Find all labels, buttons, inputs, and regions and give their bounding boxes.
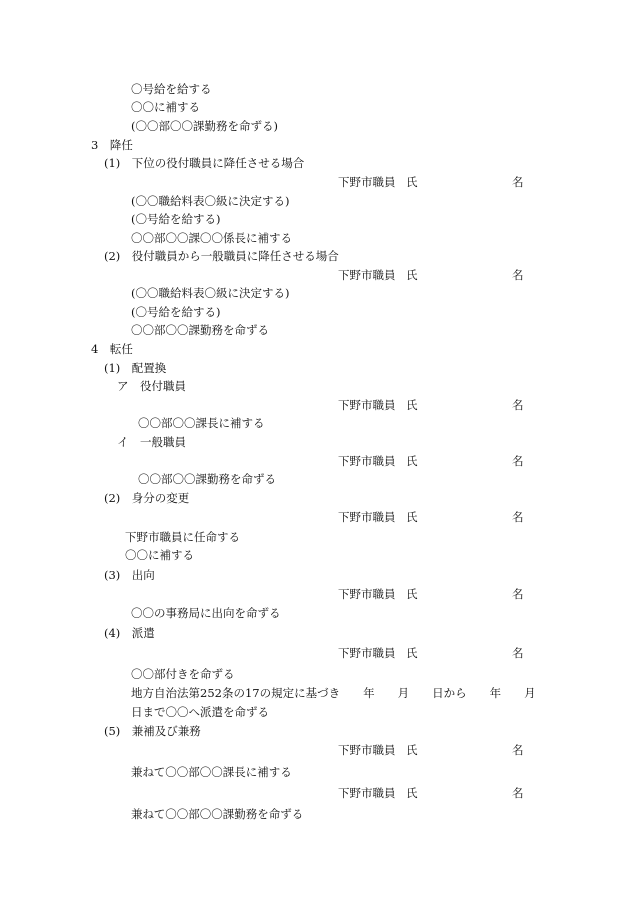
mei-label: 名	[512, 786, 524, 800]
text-line: 兼ねて〇〇部〇〇課長に補する	[131, 765, 292, 779]
section-heading: 3 降任	[91, 138, 133, 152]
text-line: (〇号給を給する)	[131, 212, 221, 226]
employee-label: 下野市職員	[338, 510, 396, 524]
text-line: 地方自治法第252条の17の規定に基づき 年 月 日から 年 月	[131, 686, 536, 700]
shi-label: 氏	[406, 398, 418, 412]
text-line: (〇〇部〇〇課勤務を命ずる)	[131, 119, 278, 133]
mei-label: 名	[512, 268, 524, 282]
shi-label: 氏	[406, 175, 418, 189]
subsection-heading: (3) 出向	[104, 568, 155, 582]
text-line: 〇〇に補する	[125, 548, 194, 562]
employee-label: 下野市職員	[338, 175, 396, 189]
text-line: 〇〇の事務局に出向を命ずる	[131, 606, 281, 620]
mei-label: 名	[512, 587, 524, 601]
subsection-heading: (4) 派遣	[104, 626, 155, 640]
employee-label: 下野市職員	[338, 743, 396, 757]
subsection-heading: (2) 身分の変更	[104, 491, 190, 505]
shi-label: 氏	[406, 646, 418, 660]
employee-label: 下野市職員	[338, 268, 396, 282]
employee-label: 下野市職員	[338, 398, 396, 412]
mei-label: 名	[512, 175, 524, 189]
section-heading: 4 転任	[91, 342, 133, 356]
shi-label: 氏	[406, 587, 418, 601]
mei-label: 名	[512, 646, 524, 660]
mei-label: 名	[512, 398, 524, 412]
text-line: (〇〇職給料表〇級に決定する)	[131, 194, 290, 208]
text-line: 日まで〇〇へ派遣を命ずる	[131, 705, 269, 719]
employee-label: 下野市職員	[338, 587, 396, 601]
text-line: 〇〇部〇〇課〇〇係長に補する	[131, 231, 292, 245]
shi-label: 氏	[406, 786, 418, 800]
text-line: 〇〇部〇〇課勤務を命ずる	[131, 323, 269, 337]
text-line: (〇〇職給料表〇級に決定する)	[131, 286, 290, 300]
subsection-heading: (1) 下位の役付職員に降任させる場合	[104, 156, 305, 170]
text-line: 〇号給を給する	[131, 82, 212, 96]
shi-label: 氏	[406, 268, 418, 282]
mei-label: 名	[512, 454, 524, 468]
text-line: 下野市職員に任命する	[125, 530, 240, 544]
text-line: 〇〇に補する	[131, 100, 200, 114]
item-heading: ア 役付職員	[117, 379, 186, 393]
text-line: 兼ねて〇〇部〇〇課勤務を命ずる	[131, 807, 304, 821]
text-line: (〇号給を給する)	[131, 305, 221, 319]
mei-label: 名	[512, 510, 524, 524]
subsection-heading: (1) 配置換	[104, 361, 167, 375]
employee-label: 下野市職員	[338, 454, 396, 468]
text-line: 〇〇部〇〇課勤務を命ずる	[138, 472, 276, 486]
employee-label: 下野市職員	[338, 786, 396, 800]
text-line: 〇〇部〇〇課長に補する	[138, 416, 265, 430]
shi-label: 氏	[406, 510, 418, 524]
shi-label: 氏	[406, 454, 418, 468]
employee-label: 下野市職員	[338, 646, 396, 660]
text-line: 〇〇部付きを命ずる	[131, 667, 235, 681]
subsection-heading: (5) 兼補及び兼務	[104, 724, 201, 738]
subsection-heading: (2) 役付職員から一般職員に降任させる場合	[104, 249, 339, 263]
item-heading: イ 一般職員	[117, 435, 186, 449]
mei-label: 名	[512, 743, 524, 757]
shi-label: 氏	[406, 743, 418, 757]
